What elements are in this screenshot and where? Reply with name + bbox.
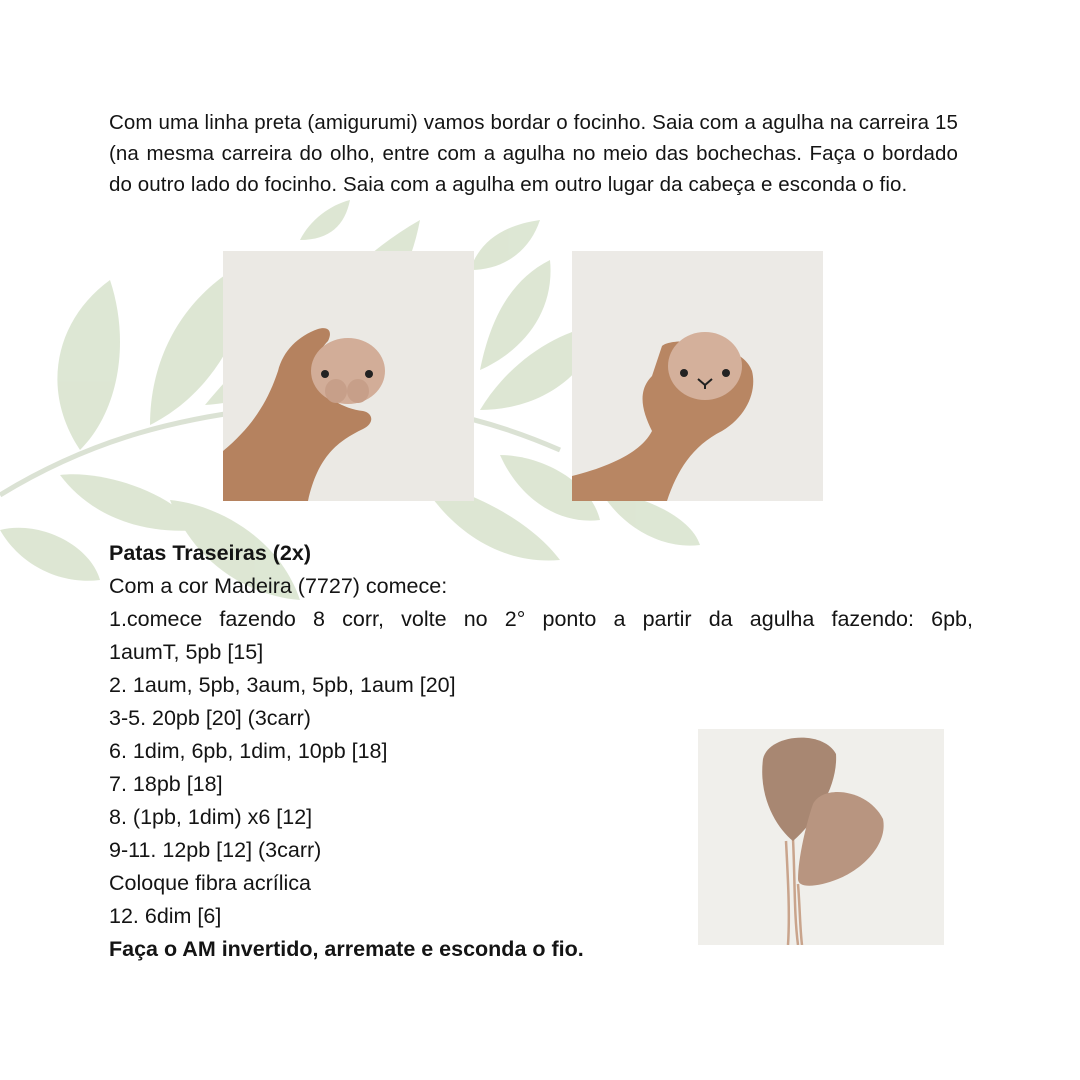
hind-legs-pattern <box>109 537 973 966</box>
step-line: 7. 18pb [18] <box>109 772 223 796</box>
step-line: 8. (1pb, 1dim) x6 [12] <box>109 805 313 829</box>
photo-head-embroidered <box>572 251 823 501</box>
step-1-line-a: 1.comece fazendo 8 corr, volte no 2° ponto a partir da agulha fazendo: 6pb, <box>109 607 973 631</box>
closing-instruction: Faça o AM invertido, arremate e esconda o fio. <box>109 937 584 961</box>
photo-head-front <box>223 251 474 501</box>
step-line: 3-5. 20pb [20] (3carr) <box>109 706 311 730</box>
intro-paragraph: Com uma linha preta (amigurumi) vamos bordar o focinho. Saia com a agulha na carreira 15 (na mesma carreira do olho, entre com a agulha no meio das bochechas. Faça o bordado do outro lado do focinho. Saia com a agulha em outro lugar da cabeça e esconda o fio. <box>109 111 958 196</box>
step-line: 2. 1aum, 5pb, 3aum, 5pb, 1aum [20] <box>109 673 456 697</box>
step-line: 9-11. 12pb [12] (3carr) <box>109 838 322 862</box>
step-line: Coloque fibra acrílica <box>109 871 311 895</box>
step-line: 12. 6dim [6] <box>109 904 222 928</box>
section-heading: Patas Traseiras (2x) <box>109 541 311 565</box>
step-1-line-b: 1aumT, 5pb [15] <box>109 640 264 664</box>
color-instruction: Com a cor Madeira (7727) comece: <box>109 574 448 598</box>
step-line: 6. 1dim, 6pb, 1dim, 10pb [18] <box>109 739 388 763</box>
